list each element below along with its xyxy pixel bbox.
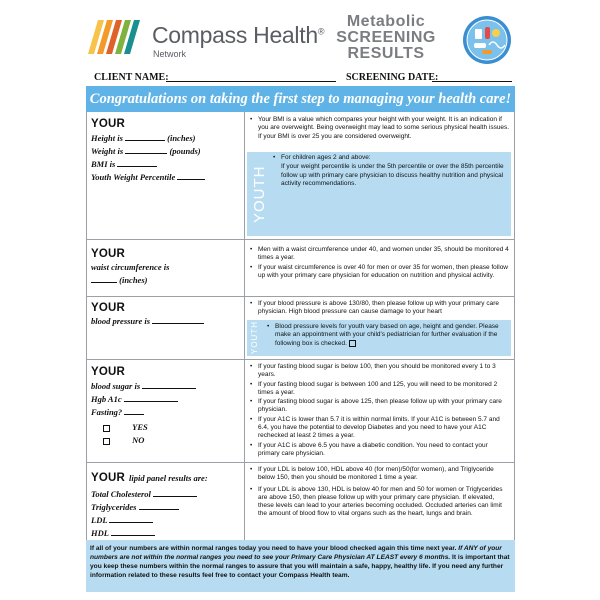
fasting-yes-checkbox[interactable]	[103, 425, 110, 432]
fasting-yes-option: YES	[91, 421, 241, 434]
column-divider	[244, 112, 245, 239]
youth-bp-checkbox[interactable]	[349, 340, 356, 347]
youth-bp-box	[247, 320, 511, 356]
youth-bmi-box	[247, 152, 511, 236]
lipid-panel-info	[248, 466, 510, 520]
sugar-info-bullet: • If your fasting blood sugar is above 125, then please follow up with your primary care physician.	[248, 398, 510, 415]
waist-info	[248, 246, 510, 281]
bmi-info	[248, 116, 510, 142]
waist-section	[87, 240, 514, 297]
title-line: Metabolic	[346, 13, 426, 30]
screening-date-line	[432, 81, 512, 82]
client-info-row	[94, 72, 512, 86]
triglycerides-field: Triglycerides	[91, 501, 241, 514]
waist-info-bullet: • Men with a waist circumference under 40, and women under 35, should be monitored 4 times a year.	[248, 246, 510, 263]
blood-sugar-info	[248, 363, 510, 459]
hgb-a1c-field: Hgb A1c	[91, 393, 241, 406]
waist-fields	[91, 248, 241, 287]
waist-field: (inches)	[91, 274, 241, 287]
lipid-panel-heading: YOUR lipid panel results are:	[91, 472, 208, 484]
sugar-info-bullet: • If your A1C is above 6.5 you have a diabetic condition. You need to contact your primary care physician.	[248, 442, 510, 459]
youth-bmi-text: If your weight percentile is under the 5th percentile or over the 85th percentile follow up with primary care physician to discuss healthy nutrition and physical activity recommendations.	[281, 163, 504, 187]
client-name-line	[166, 81, 336, 82]
sugar-info-bullet: • If your fasting blood sugar is below 100, then you should be monitored every 1 to 3 years.	[248, 363, 510, 380]
column-divider	[244, 360, 245, 462]
blood-sugar-fields	[91, 366, 241, 447]
lipid-info-bullet: • If your LDL is below 100, HDL above 40 (for men)/50(for women), and Triglyceride below 150, then you should be monitored 1 time a year.	[248, 466, 510, 483]
section-your-heading: YOUR	[91, 118, 126, 130]
blood-pressure-fields	[91, 302, 241, 328]
screening-date-label: SCREENING DATE:	[346, 72, 439, 83]
youth-vertical-label: YOUTH	[250, 321, 259, 355]
height-field: Height is (inches)	[91, 133, 196, 143]
bmi-fields	[91, 118, 241, 184]
congratulations-banner: Congratulations on taking the first step to managing your health care!	[86, 86, 515, 112]
ldl-field: LDL	[91, 514, 241, 527]
lipid-panel-section	[87, 463, 514, 540]
title-line: SCREENING	[336, 29, 436, 46]
fasting-no-option: NO	[91, 434, 241, 447]
blood-pressure-info	[248, 300, 510, 318]
youth-weight-percentile-field: Youth Weight Percentile	[91, 171, 241, 184]
waist-info-bullet: • If your waist circumference is over 40 for men or over 35 for women, then please follow up with your primary care physician for education on nutrition and physical activity.	[248, 264, 510, 281]
document-title	[311, 14, 461, 62]
column-divider	[244, 297, 245, 359]
lipid-panel-fields	[91, 468, 241, 540]
total-cholesterol-field: Total Cholesterol	[91, 488, 241, 501]
youth-vertical-label: YOUTH	[251, 165, 268, 223]
blood-sugar-field: blood sugar is	[91, 380, 241, 393]
blood-pressure-field: blood pressure is	[91, 315, 241, 328]
blood-pressure-section	[87, 297, 514, 360]
lipid-info-bullet: • If your LDL is above 130, HDL is below 40 for men and 50 for women or Triglycerides are above 150, then please follow up with your primary care physician. If elevated, these levels can lead to your arteries becoming occluded. Occluded arteries can limit the amount of blood flow to vital organs such as the heart, lungs and brain.	[248, 486, 510, 519]
bmi-info-bullet: • Your BMI is a value which compares your height with your weight. It is an indication if you are overweight. Being overweight may lead to some serious physical health issues. If your BMI is over 25 you are considered overweight.	[248, 116, 510, 141]
sugar-info-bullet: • If your A1C is lower than 5.7 it is within normal limits. If your A1C is between 5.7 and 6.4, you have the potential to develop Diabetes and you need to have your A1C rechecked at least 2 times a year.	[248, 416, 510, 441]
weight-field: Weight is (pounds)	[91, 146, 201, 156]
client-name-label: CLIENT NAME:	[94, 72, 169, 83]
fasting-field: Fasting?	[91, 406, 241, 419]
health-icons-badge-icon	[462, 15, 512, 65]
summary-footer	[86, 540, 515, 592]
footer-closing-text: It is important that you keep these numbers within the normal ranges to assure that you will maintain a safe, happy, healthy life. If you need any further information related to these results feel free to contact your Compass Health team.	[90, 554, 510, 579]
title-line: RESULTS	[347, 45, 425, 62]
hdl-field: HDL	[91, 527, 241, 540]
bmi-field: BMI is	[91, 158, 241, 171]
section-your-heading: YOUR	[91, 366, 126, 378]
bmi-section	[87, 112, 514, 240]
column-divider	[244, 240, 245, 296]
compass-health-logo-icon	[88, 20, 143, 54]
org-name: Compass Health®	[152, 22, 325, 48]
column-divider	[244, 463, 245, 540]
footer-normal-text: If all of your numbers are within normal ranges today you need to have your blood checked again this time next year.	[90, 545, 457, 552]
blood-sugar-section	[87, 360, 514, 463]
org-subtitle: Network	[153, 49, 187, 59]
sugar-info-bullet: • If your fasting blood sugar is between 100 and 125, you will need to be monitored 2 times a year.	[248, 381, 510, 398]
section-your-heading: YOUR	[91, 248, 126, 260]
youth-bmi-bullet: • For children ages 2 and above:	[271, 154, 507, 162]
footer-warning-text: If ANY of your numbers are not within the normal ranges you need to see your Primary Care Physician AT LEAST every 6 months.	[90, 545, 502, 561]
waist-label: waist circumference is	[91, 262, 170, 272]
fasting-no-checkbox[interactable]	[103, 438, 110, 445]
registered-mark: ®	[317, 26, 325, 37]
bp-info-bullet: • If your blood pressure is above 130/80, then please follow up with your primary care physician. High blood pressure can cause damage to your heart	[248, 300, 510, 317]
youth-bp-text: • Blood pressure levels for youth vary based on age, height and gender. Please make an appointment with your child's pediatrician for further evaluation if the following box is checked.	[265, 323, 507, 348]
section-your-heading: YOUR	[91, 302, 126, 314]
results-table	[86, 112, 515, 540]
document-header	[78, 12, 522, 70]
